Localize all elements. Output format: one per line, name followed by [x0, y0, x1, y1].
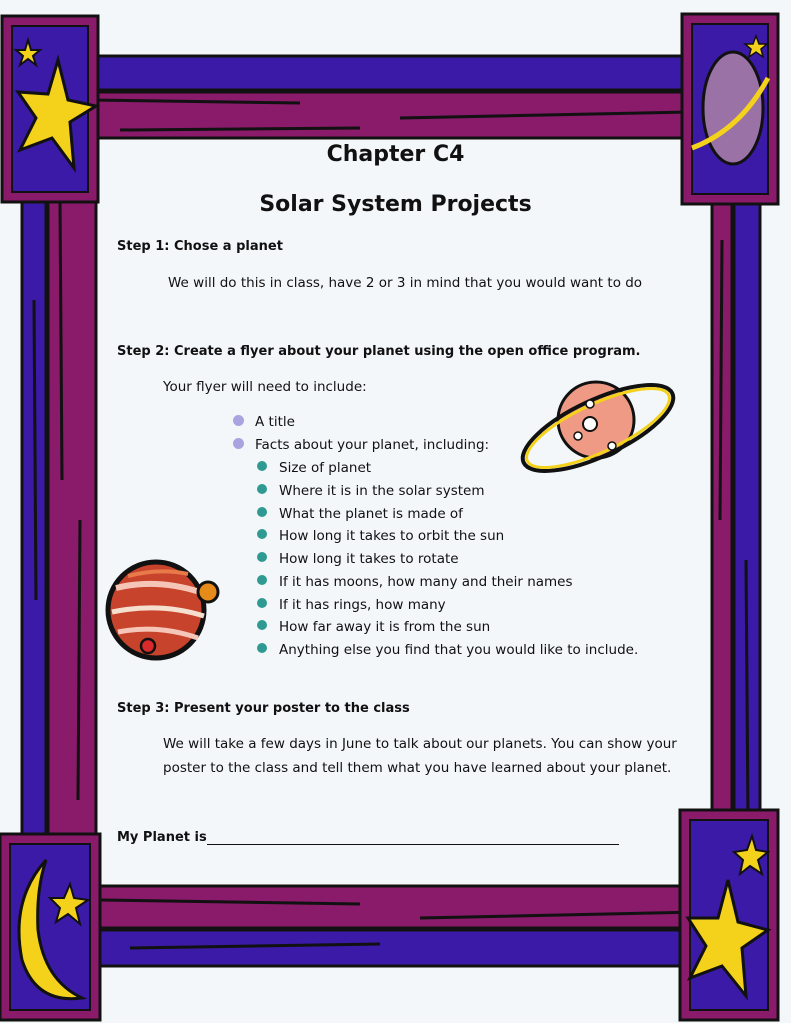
- list-item: [233, 437, 489, 453]
- list-item-label: Facts about your planet, including:: [255, 437, 490, 453]
- list-item: [257, 460, 371, 476]
- my-planet-label: My Planet is: [117, 830, 207, 845]
- my-planet-blank-line: [207, 830, 619, 845]
- bullet-icon: [257, 598, 267, 608]
- list-item-label: A title: [255, 414, 295, 430]
- bullet-icon: [257, 461, 267, 471]
- step-3-text-line-2: poster to the class and tell them what you have learned about your planet.: [163, 760, 672, 776]
- chapter-title: Chapter C4: [326, 142, 465, 167]
- bullet-icon: [257, 552, 267, 562]
- bullet-icon: [257, 529, 267, 539]
- step-2-heading: Step 2: Create a flyer about your planet using the open office program.: [117, 344, 641, 359]
- list-item-label: If it has rings, how many: [279, 597, 446, 613]
- list-item: [257, 642, 638, 658]
- list-item-label: What the planet is made of: [279, 506, 463, 522]
- bullet-icon: [233, 438, 244, 449]
- bullet-icon: [257, 484, 267, 494]
- list-item: [257, 619, 490, 635]
- list-item-label: Size of planet: [279, 460, 372, 476]
- step-1-heading: Step 1: Chose a planet: [117, 239, 283, 254]
- step-1-text: We will do this in class, have 2 or 3 in mind that you would want to do: [168, 275, 643, 291]
- step-3-heading: Step 3: Present your poster to the class: [117, 701, 410, 716]
- list-item: [257, 506, 463, 522]
- bullet-icon: [257, 620, 267, 630]
- list-item-label: Anything else you find that you would like to include.: [279, 642, 639, 658]
- bullet-icon: [233, 415, 244, 426]
- bullet-icon: [257, 643, 267, 653]
- list-item: [257, 574, 573, 590]
- list-item: [233, 414, 295, 430]
- list-item-label: How long it takes to rotate: [279, 551, 459, 567]
- list-item: [257, 551, 459, 567]
- step-2-intro: Your flyer will need to include:: [163, 379, 367, 395]
- list-item-label: Where it is in the solar system: [279, 483, 485, 499]
- bullet-icon: [257, 575, 267, 585]
- list-item: [257, 528, 504, 544]
- my-planet-field: [117, 830, 619, 845]
- list-item-label: How long it takes to orbit the sun: [279, 528, 505, 544]
- list-item-label: How far away it is from the sun: [279, 619, 491, 635]
- list-item: [257, 483, 484, 499]
- bullet-icon: [257, 507, 267, 517]
- list-item-label: If it has moons, how many and their names: [279, 574, 573, 590]
- page-title: Solar System Projects: [259, 192, 532, 217]
- list-item: [257, 597, 446, 613]
- step-3-text-line-1: We will take a few days in June to talk about our planets. You can show your: [163, 736, 677, 752]
